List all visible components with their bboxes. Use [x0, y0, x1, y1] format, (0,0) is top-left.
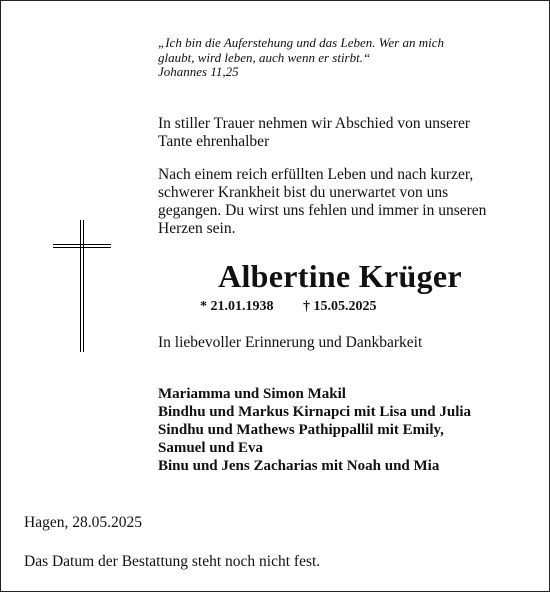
- quote-reference: Johannes 11,25: [158, 64, 239, 79]
- funeral-note: Das Datum der Bestattung steht noch nicht fest.: [24, 553, 321, 570]
- death-date: † 15.05.2025: [303, 299, 377, 314]
- place-and-date: Hagen, 28.05.2025: [24, 514, 142, 531]
- message-line: schwerer Krankheit bist du unerwartet von uns: [158, 184, 449, 201]
- mourners-list: [158, 385, 528, 475]
- message-line: Nach einem reich erfüllten Leben und nach kurzer,: [158, 166, 474, 183]
- message-line: Herzen sein.: [158, 220, 236, 237]
- remembrance-text: In liebevoller Erinnerung und Dankbarkeit: [158, 334, 423, 351]
- mourner-line: Mariamma und Simon Makil: [158, 386, 346, 402]
- intro-line: Tante ehrenhalber: [158, 133, 270, 150]
- quote-line: „Ich bin die Auferstehung und das Leben. Wer an mich: [158, 35, 444, 50]
- mourner-line: Samuel und Eva: [158, 440, 264, 456]
- message-paragraph: [158, 166, 518, 238]
- mourner-line: Sindhu und Mathews Pathippallil mit Emily,: [158, 422, 444, 438]
- mourner-line: Bindhu und Markus Kirnapci mit Lisa und Julia: [158, 404, 472, 420]
- birth-date: * 21.01.1938: [200, 299, 274, 314]
- deceased-name: Albertine Krüger: [218, 258, 462, 294]
- bible-quote: [158, 36, 498, 80]
- cross-icon: [53, 220, 111, 352]
- life-dates: [200, 298, 480, 316]
- intro-line: In stiller Trauer nehmen wir Abschied von unserer: [158, 115, 471, 132]
- intro-paragraph: [158, 115, 518, 151]
- mourner-line: Binu und Jens Zacharias mit Noah und Mia: [158, 458, 440, 474]
- quote-line: glaubt, wird leben, auch wenn er stirbt.“: [158, 49, 371, 65]
- message-line: gegangen. Du wirst uns fehlen und immer in unseren: [158, 202, 487, 219]
